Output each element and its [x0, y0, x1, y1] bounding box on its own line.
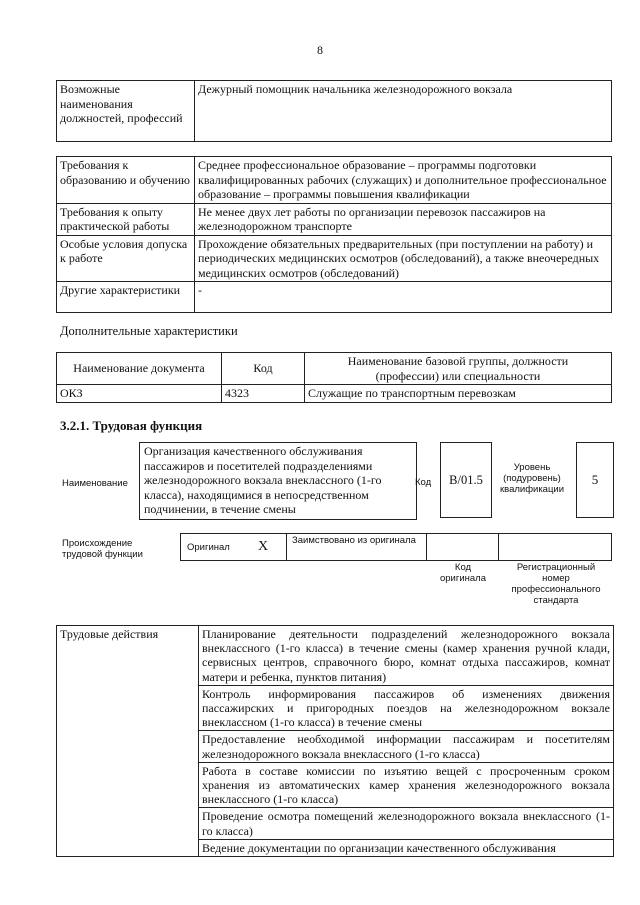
- requirement-value: -: [195, 282, 612, 313]
- requirement-value: Прохождение обязательных предварительных (при поступлении на работу) и периодических медицинских осмотров (обследований), а также внеочередных медицинских осмотров (обследований): [195, 235, 612, 282]
- additional-data-row: [57, 385, 612, 403]
- section-title: 3.2.1. Трудовая функция: [60, 418, 203, 433]
- origin-label: Происхождение трудовой функции: [62, 538, 143, 560]
- labor-action-item: Предоставление необходимой информации пассажирам и посетителям железнодорожного вокзала внеклассного (1-го класса): [199, 731, 614, 762]
- additional-header-row: [57, 353, 612, 385]
- page-number: 8: [317, 43, 323, 57]
- additional-title: Дополнительные характеристики: [60, 324, 238, 338]
- requirement-label: Другие характеристики: [57, 282, 195, 313]
- function-name-label: Наименование: [62, 478, 128, 489]
- origin-reg-caption: Регистрационный номер профессионального стандарта: [511, 562, 601, 606]
- additional-table: [56, 352, 612, 403]
- requirement-row: [57, 235, 612, 282]
- requirements-table: [56, 156, 612, 313]
- labor-action-item: Работа в составе комиссии по изъятию вещей с просроченным сроком хранения из автоматических камер хранения железнодорожного вокзала внеклассного (1-го класса): [199, 762, 614, 808]
- origin-code-caption: Код оригинала: [439, 562, 486, 584]
- function-code-value: B/01.5: [440, 442, 492, 518]
- labor-action-item: Контроль информирования пассажиров об изменениях движения пассажирских и пригородных поездов на железнодорожном вокзале внеклассном (1-го класса) в течение смены: [199, 685, 614, 731]
- possible-names-label: Возможные наименования должностей, профессий: [57, 81, 195, 142]
- requirement-value: Среднее профессиональное образование – программы подготовки квалифицированных рабочих (служащих) и дополнительное профессиональное образование – программы повышения квалификации: [195, 157, 612, 204]
- origin-borrowed: Заимствовано из оригинала: [292, 535, 416, 546]
- requirement-label: Особые условия допуска к работе: [57, 235, 195, 282]
- labor-action-row: [57, 626, 614, 686]
- header-doc-name: Наименование документа: [57, 353, 222, 385]
- origin-divider: [426, 533, 427, 560]
- requirement-label: Требования к опыту практической работы: [57, 203, 195, 235]
- labor-actions-label: Трудовые действия: [57, 626, 199, 857]
- origin-divider: [498, 533, 499, 560]
- requirement-row: [57, 203, 612, 235]
- header-code: Код: [222, 353, 305, 385]
- code-value: 4323: [222, 385, 305, 403]
- origin-divider: [286, 533, 287, 560]
- header-group-name: Наименование базовой группы, должности (профессии) или специальности: [305, 353, 612, 385]
- requirement-label: Требования к образованию и обучению: [57, 157, 195, 204]
- requirement-row: [57, 157, 612, 204]
- group-name-value: Служащие по транспортным перевозкам: [305, 385, 612, 403]
- possible-names-table: [56, 80, 612, 142]
- possible-names-value: Дежурный помощник начальника железнодорожного вокзала: [195, 81, 612, 142]
- function-code-label: Код: [415, 477, 432, 488]
- origin-mark: X: [258, 539, 269, 554]
- origin-original: Оригинал: [187, 542, 230, 553]
- labor-action-item: Планирование деятельности подразделений железнодорожного вокзала внеклассного (1-го класса) в течение смены (камер хранения ручной клади, сервисных центров, справочного бюро, комнат отдыха пассажиров, комнат матери и ребенка, пунктов питания): [199, 626, 614, 686]
- doc-name-value: ОКЗ: [57, 385, 222, 403]
- requirement-row: [57, 282, 612, 313]
- function-level-label: Уровень (подуровень) квалификации: [499, 462, 565, 495]
- requirement-value: Не менее двух лет работы по организации перевозок пассажиров на железнодорожном транспорте: [195, 203, 612, 235]
- labor-action-item: Ведение документации по организации качественного обслуживания: [199, 839, 614, 856]
- function-level-value: 5: [576, 442, 614, 518]
- function-name-value: Организация качественного обслуживания пассажиров и посетителей подразделениями железнодорожного вокзала внеклассного (1-го класса), находящимися в непосредственном подчинении, в течение смены: [139, 442, 417, 520]
- labor-actions-table: [56, 625, 614, 857]
- labor-action-item: Проведение осмотра помещений железнодорожного вокзала внеклассного (1-го класса): [199, 808, 614, 839]
